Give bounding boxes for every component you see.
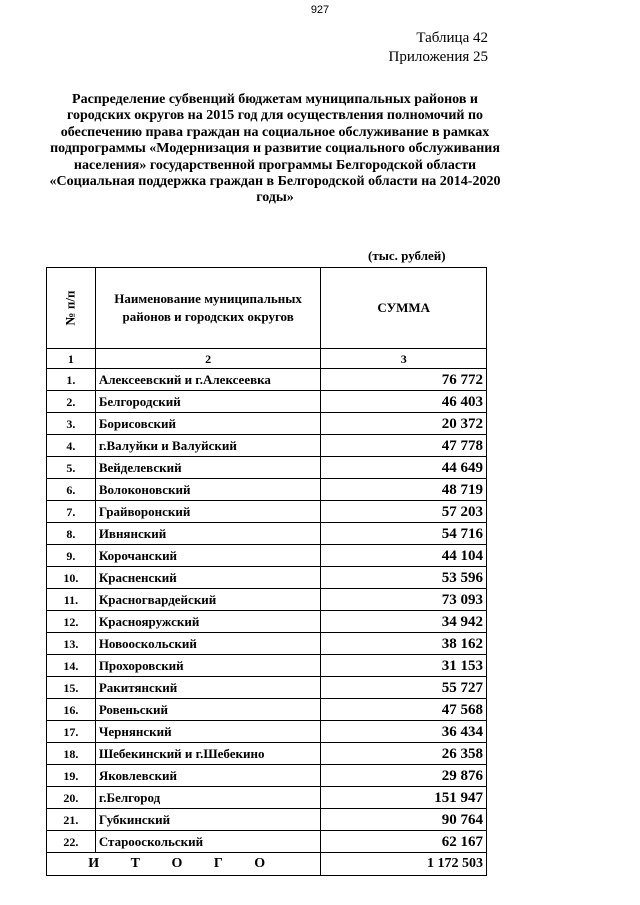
cell-name: Краснояружский (95, 611, 321, 633)
cell-sum: 44 649 (321, 457, 487, 479)
cell-sum: 26 358 (321, 743, 487, 765)
cell-num: 21. (47, 809, 96, 831)
cell-sum: 34 942 (321, 611, 487, 633)
cell-num: 1. (47, 369, 96, 391)
cell-num: 6. (47, 479, 96, 501)
table-row (47, 633, 487, 655)
cell-num: 3. (47, 413, 96, 435)
table-row (47, 435, 487, 457)
page-number: 927 (310, 4, 330, 16)
cell-name: Ровеньский (95, 699, 321, 721)
cell-name: г.Валуйки и Валуйский (95, 435, 321, 457)
cell-num: 4. (47, 435, 96, 457)
table-row (47, 721, 487, 743)
table-row (47, 369, 487, 391)
cell-num: 17. (47, 721, 96, 743)
cell-sum: 57 203 (321, 501, 487, 523)
cell-sum: 76 772 (321, 369, 487, 391)
table-row (47, 545, 487, 567)
cell-num: 12. (47, 611, 96, 633)
cell-name: Прохоровский (95, 655, 321, 677)
header-num: № п/п (47, 268, 96, 349)
table-row (47, 589, 487, 611)
cell-num: 15. (47, 677, 96, 699)
cell-num: 5. (47, 457, 96, 479)
total-row (47, 853, 487, 876)
cell-sum: 46 403 (321, 391, 487, 413)
cell-sum: 47 568 (321, 699, 487, 721)
cell-num: 18. (47, 743, 96, 765)
cell-num: 7. (47, 501, 96, 523)
table-row (47, 655, 487, 677)
table-row (47, 809, 487, 831)
cell-num: 20. (47, 787, 96, 809)
cell-num: 14. (47, 655, 96, 677)
cell-sum: 53 596 (321, 567, 487, 589)
total-sum: 1 172 503 (321, 853, 487, 876)
column-number: 2 (95, 349, 321, 369)
cell-name: Алексеевский и г.Алексеевка (95, 369, 321, 391)
cell-num: 9. (47, 545, 96, 567)
cell-name: Губкинский (95, 809, 321, 831)
units-label: (тыс. рублей) (368, 248, 446, 263)
cell-name: Волоконовский (95, 479, 321, 501)
cell-sum: 55 727 (321, 677, 487, 699)
cell-num: 19. (47, 765, 96, 787)
cell-num: 22. (47, 831, 96, 853)
table-row (47, 501, 487, 523)
document-title: Распределение субвенций бюджетам муниципальных районов и городских округов на 2015 год для осуществления полномочий по обеспечению права граждан на социальное обслуживание в рамках подпрограммы «Модернизация и развитие социального обслуживания населения» государственной программы Белгородской области «Социальная поддержка граждан в Белгородской области на 2014-2020 годы» (49, 92, 501, 206)
cell-name: Ивнянский (95, 523, 321, 545)
table-row (47, 787, 487, 809)
column-number: 1 (47, 349, 96, 369)
cell-num: 16. (47, 699, 96, 721)
cell-name: Вейделевский (95, 457, 321, 479)
table-row (47, 479, 487, 501)
cell-name: Ракитянский (95, 677, 321, 699)
cell-num: 11. (47, 589, 96, 611)
cell-sum: 54 716 (321, 523, 487, 545)
table-row (47, 831, 487, 853)
table-label: Таблица 42 (416, 30, 488, 46)
cell-sum: 29 876 (321, 765, 487, 787)
table-row (47, 765, 487, 787)
cell-sum: 73 093 (321, 589, 487, 611)
cell-name: Борисовский (95, 413, 321, 435)
table-row (47, 413, 487, 435)
cell-name: г.Белгород (95, 787, 321, 809)
cell-sum: 44 104 (321, 545, 487, 567)
table-body (47, 349, 487, 853)
cell-sum: 151 947 (321, 787, 487, 809)
table-row (47, 567, 487, 589)
cell-num: 10. (47, 567, 96, 589)
cell-num: 13. (47, 633, 96, 655)
cell-sum: 36 434 (321, 721, 487, 743)
appendix-label: Приложения 25 (388, 49, 488, 65)
cell-sum: 48 719 (321, 479, 487, 501)
table-row (47, 699, 487, 721)
cell-name: Новооскольский (95, 633, 321, 655)
table-header-row (47, 268, 487, 349)
cell-name: Шебекинский и г.Шебекино (95, 743, 321, 765)
cell-name: Грайворонский (95, 501, 321, 523)
cell-name: Яковлевский (95, 765, 321, 787)
cell-name: Красногвардейский (95, 589, 321, 611)
cell-sum: 90 764 (321, 809, 487, 831)
subsidy-table (46, 267, 487, 876)
cell-sum: 47 778 (321, 435, 487, 457)
table-row (47, 391, 487, 413)
header-sum: СУММА (321, 268, 487, 349)
cell-sum: 20 372 (321, 413, 487, 435)
cell-name: Чернянский (95, 721, 321, 743)
cell-name: Белгородский (95, 391, 321, 413)
header-name: Наименование муниципальных районов и городских округов (95, 268, 321, 349)
cell-num: 8. (47, 523, 96, 545)
cell-name: Красненский (95, 567, 321, 589)
table-row (47, 457, 487, 479)
column-number: 3 (321, 349, 487, 369)
total-label: И Т О Г О (47, 853, 321, 876)
cell-sum: 31 153 (321, 655, 487, 677)
table-row (47, 677, 487, 699)
cell-name: Старооскольский (95, 831, 321, 853)
cell-name: Корочанский (95, 545, 321, 567)
table-row (47, 523, 487, 545)
cell-sum: 62 167 (321, 831, 487, 853)
column-number-row (47, 349, 487, 369)
table-row (47, 611, 487, 633)
cell-sum: 38 162 (321, 633, 487, 655)
table-row (47, 743, 487, 765)
cell-num: 2. (47, 391, 96, 413)
